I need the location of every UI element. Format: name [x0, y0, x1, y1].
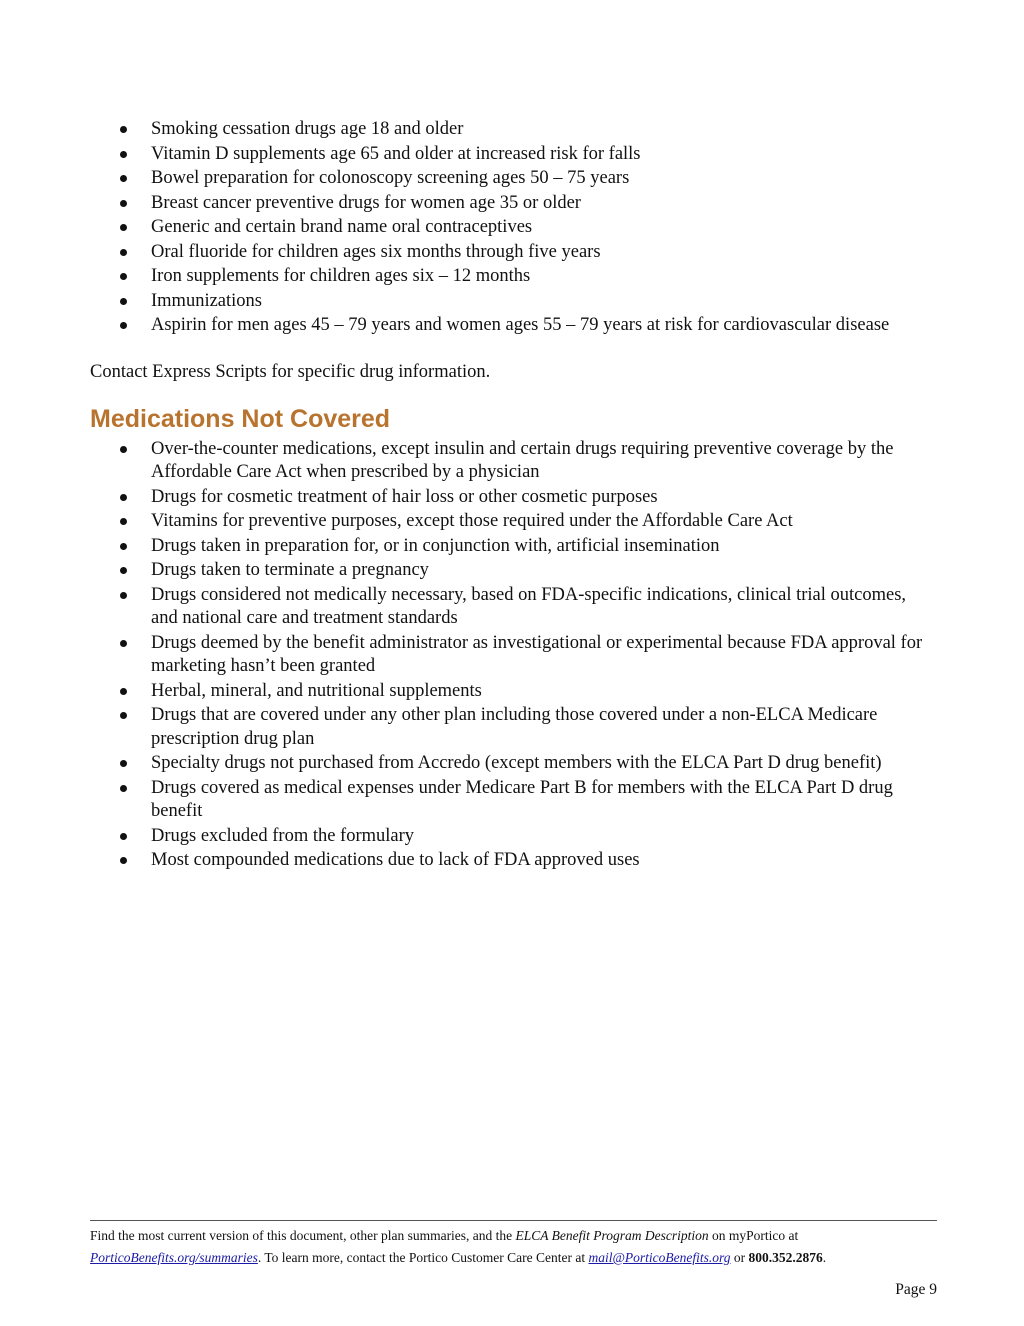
bullet-icon [120, 592, 127, 599]
list-item: Vitamin D supplements age 65 and older at increased risk for falls [90, 143, 937, 167]
list-item: Immunizations [90, 290, 937, 314]
list-item: Most compounded medications due to lack of FDA approved uses [90, 849, 937, 873]
list-item: Iron supplements for children ages six – 12 months [90, 265, 937, 289]
list-item: Drugs deemed by the benefit administrator as investigational or experimental because FDA approval for marketing hasn’t been granted [90, 632, 937, 679]
bullet-icon [120, 760, 127, 767]
bullet-icon [120, 543, 127, 550]
bullet-icon [120, 494, 127, 501]
bullet-icon [120, 249, 127, 256]
list-item: Drugs for cosmetic treatment of hair loss or other cosmetic purposes [90, 486, 937, 510]
footer-line-2: PorticoBenefits.org/summaries. To learn more, contact the Portico Customer Care Center at mail@PorticoBenefits.org or 800.352.2876. [90, 1250, 827, 1265]
list-item: Drugs taken in preparation for, or in conjunction with, artificial insemination [90, 535, 937, 559]
bullet-icon [120, 446, 127, 453]
bullet-icon [120, 640, 127, 647]
bullet-icon [120, 298, 127, 305]
bullet-icon [120, 200, 127, 207]
list-item: Oral fluoride for children ages six months through five years [90, 241, 937, 265]
bullet-icon [120, 175, 127, 182]
bullet-icon [120, 857, 127, 864]
bullet-icon [120, 518, 127, 525]
list-item: Over-the-counter medications, except insulin and certain drugs requiring preventive coverage by the Affordable Care Act when prescribed by a physician [90, 438, 937, 485]
list-item: Bowel preparation for colonoscopy screening ages 50 – 75 years [90, 167, 937, 191]
bullet-icon [120, 688, 127, 695]
bullet-icon [120, 567, 127, 574]
bullet-icon [120, 151, 127, 158]
not-covered-list [90, 438, 937, 873]
summaries-link[interactable]: PorticoBenefits.org/summaries [90, 1250, 258, 1265]
document-body [90, 118, 937, 874]
list-item: Breast cancer preventive drugs for women age 35 or older [90, 192, 937, 216]
list-item: Herbal, mineral, and nutritional supplements [90, 680, 937, 704]
bullet-icon [120, 224, 127, 231]
email-link[interactable]: mail@PorticoBenefits.org [588, 1250, 731, 1265]
bullet-icon [120, 785, 127, 792]
list-item: Specialty drugs not purchased from Accredo (except members with the ELCA Part D drug benefit) [90, 752, 937, 776]
section-heading: Medications Not Covered [90, 404, 391, 433]
page-footer [90, 1220, 937, 1301]
bullet-icon [120, 322, 127, 329]
list-item: Drugs covered as medical expenses under Medicare Part B for members with the ELCA Part D drug benefit [90, 777, 937, 824]
bullet-icon [120, 712, 127, 719]
covered-drugs-list [90, 118, 937, 338]
list-item: Aspirin for men ages 45 – 79 years and women ages 55 – 79 years at risk for cardiovascular disease [90, 314, 937, 338]
list-item: Vitamins for preventive purposes, except those required under the Affordable Care Act [90, 510, 937, 534]
list-item: Drugs considered not medically necessary, based on FDA-specific indications, clinical trial outcomes, and national care and treatment standards [90, 584, 937, 631]
list-item: Generic and certain brand name oral contraceptives [90, 216, 937, 240]
footer-line-1: Find the most current version of this document, other plan summaries, and the ELCA Benefit Program Description on myPortico at [90, 1228, 799, 1243]
bullet-icon [120, 833, 127, 840]
list-item: Smoking cessation drugs age 18 and older [90, 118, 937, 142]
list-item: Drugs taken to terminate a pregnancy [90, 559, 937, 583]
contact-note: Contact Express Scripts for specific drug information. [90, 361, 491, 382]
page-number: Page 9 [895, 1281, 937, 1298]
program-description-title: ELCA Benefit Program Description [515, 1228, 709, 1243]
phone-number: 800.352.2876 [748, 1250, 823, 1265]
list-item: Drugs that are covered under any other plan including those covered under a non-ELCA Medicare prescription drug plan [90, 704, 937, 751]
bullet-icon [120, 126, 127, 133]
list-item: Drugs excluded from the formulary [90, 825, 937, 849]
bullet-icon [120, 273, 127, 280]
